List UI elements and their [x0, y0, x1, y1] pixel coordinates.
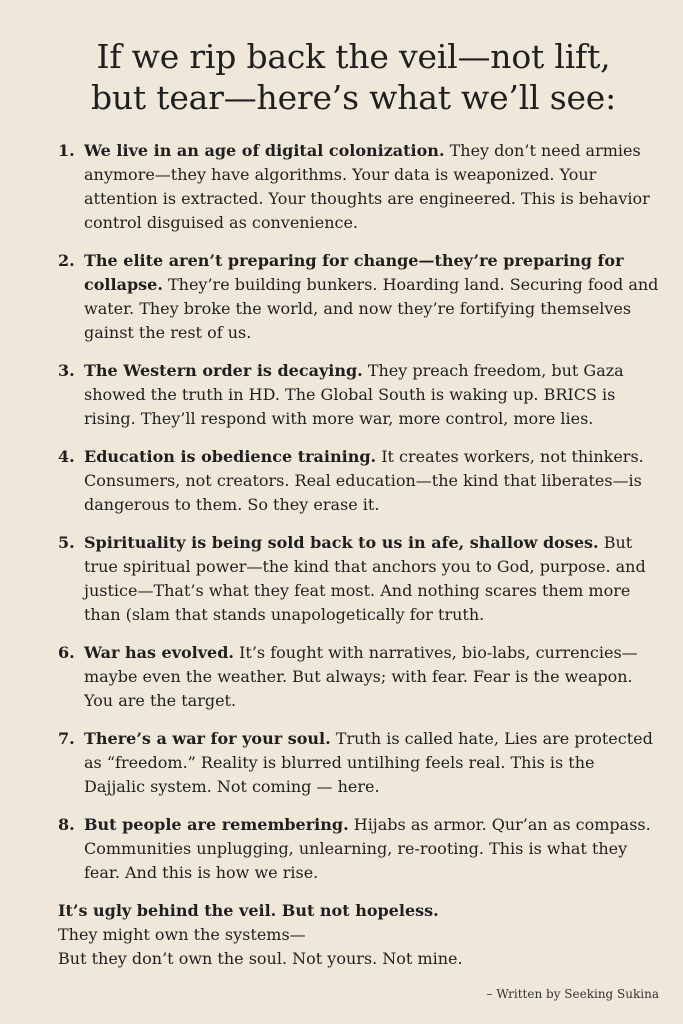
item-body-2: They’re building bunkers. Hoarding land. Securing food and water. They broke the world, and now they’re fortifying themselves gainst the rest of us. [84, 274, 659, 342]
closing-line-2: They might own the systems— [58, 924, 306, 944]
item-body-7: Truth is called hate, Lies are protected as “freedom.” Reality is blurred untilhing feels real. This is the Dajjalic system. Not coming — here. [84, 728, 653, 796]
item-text-7 [84, 727, 659, 799]
item-lead-3: The Western order is decaying. [84, 360, 363, 380]
item-number-3: 3. [58, 360, 75, 380]
item-body-3: They preach freedom, but Gaza showed the truth in HD. The Global South is waking up. BRICS is rising. They’ll respond with more war, more control, more lies. [84, 360, 624, 428]
item-body-5: But true spiritual power—the kind that anchors you to God, purpose. and justice—That’s what they feat most. And nothing scares them more than (slam that stands unapologetically for truth. [84, 532, 646, 624]
item-body-4: It creates workers, not thinkers. Consumers, not creators. Real education—the kind that liberates—is dangerous to them. So they erase it. [84, 446, 644, 514]
item-body-8: Hijabs as armor. Qur’an as compass. Communities unplugging, unlearning, re-rooting. This is what they fear. And this is how we rise. [84, 814, 651, 882]
item-text-1 [84, 139, 659, 235]
item-text-2 [84, 249, 659, 345]
item-text-3 [84, 359, 659, 431]
list-item-5 [58, 531, 659, 627]
closing-paragraph [58, 899, 659, 971]
item-number-1: 1. [58, 140, 75, 160]
item-number-7: 7. [58, 728, 75, 748]
list-item-3 [58, 359, 659, 431]
item-lead-2: The elite aren’t preparing for change—they’re preparing for collapse. [84, 250, 624, 294]
item-lead-5: Spirituality is being sold back to us in afe, shallow doses. [84, 532, 599, 552]
item-number-2: 2. [58, 250, 75, 270]
item-text-4 [84, 445, 659, 517]
item-body-1: They don’t need armies anymore—they have algorithms. Your data is weaponized. Your attention is extracted. Your thoughts are engineered. This is behavior control disguised as convenience. [84, 140, 650, 232]
item-lead-4: Education is obedience training. [84, 446, 377, 466]
item-lead-1: We live in an age of digital colonization. [84, 140, 445, 160]
item-number-4: 4. [58, 446, 75, 466]
list-item-1 [58, 139, 659, 235]
item-text-8 [84, 813, 659, 885]
list-item-6 [58, 641, 659, 713]
item-body-6: It’s fought with narratives, bio-labs, currencies— maybe even the weather. But always; with fear. Fear is the weapon. You are the target. [84, 642, 638, 710]
item-text-6 [84, 641, 659, 713]
list-item-7 [58, 727, 659, 799]
item-lead-8: But people are remembering. [84, 814, 349, 834]
item-lead-7: There’s a war for your soul. [84, 728, 331, 748]
page-title: If we rip back the veil—not lift, but tear—here’s what we’ll see: [90, 37, 617, 118]
item-number-5: 5. [58, 532, 75, 552]
item-number-6: 6. [58, 642, 75, 662]
list-item-4 [58, 445, 659, 517]
closing-line-1: It’s ugly behind the veil. But not hopeless. [58, 900, 439, 920]
list-item-2 [58, 249, 659, 345]
item-number-8: 8. [58, 814, 75, 834]
list-item-8 [58, 813, 659, 885]
signature: – Written by Seeking Sukina [486, 987, 659, 1001]
item-lead-6: War has evolved. [84, 642, 234, 662]
closing-line-3: But they don’t own the soul. Not yours. Not mine. [58, 948, 463, 968]
item-text-5 [84, 531, 659, 627]
